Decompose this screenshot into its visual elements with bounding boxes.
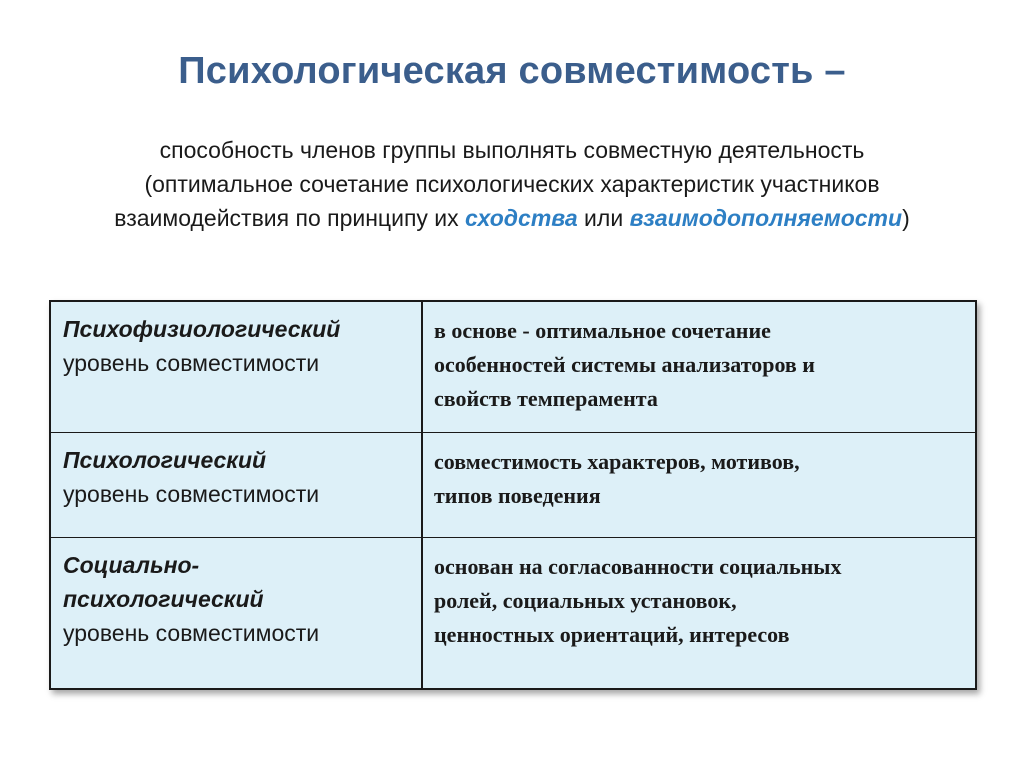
definition-line-3-suffix: ) [902,205,910,231]
definition-text [40,133,984,235]
level-name: Психофизиологический [63,316,341,342]
level-suffix: уровень совместимости [63,620,320,646]
level-description-cell [423,302,975,432]
level-description-cell [423,538,975,688]
definition-line-3-mid: или [577,205,630,231]
definition-line-3 [40,201,984,235]
level-name-cell [51,538,423,688]
compatibility-levels-table [49,300,977,690]
definition-line-2: (оптимальное сочетание психологических характеристик участников [144,171,880,197]
level-description-cell [423,433,975,537]
level-suffix: уровень совместимости [63,350,320,376]
highlight-complementarity: взаимодополняемости [629,205,903,231]
definition-line-1: способность членов группы выполнять совместную деятельность [159,137,865,163]
description-line: особенностей системы анализаторов и [434,352,815,377]
description-line: совместимость характеров, мотивов, [434,449,800,474]
description-line: типов поведения [434,483,601,508]
description-line: ролей, социальных установок, [434,588,737,613]
table-row [51,538,975,688]
page-title: Психологическая совместимость – [178,50,846,92]
level-name: Психологический [63,447,267,473]
highlight-similarity: сходства [465,205,578,231]
level-suffix: уровень совместимости [63,481,320,507]
description-line: ценностных ориентаций, интересов [434,622,790,647]
level-name: Социально- [63,552,200,578]
table-row [51,433,975,538]
level-name-cell [51,302,423,432]
description-line: свойств темперамента [434,386,658,411]
level-name-cont: психологический [63,586,264,612]
description-line: в основе - оптимальное сочетание [434,318,771,343]
table-row [51,302,975,433]
level-name-cell [51,433,423,537]
description-line: основан на согласованности социальных [434,554,842,579]
definition-line-3-prefix: взаимодействия по принципу их [114,205,466,231]
